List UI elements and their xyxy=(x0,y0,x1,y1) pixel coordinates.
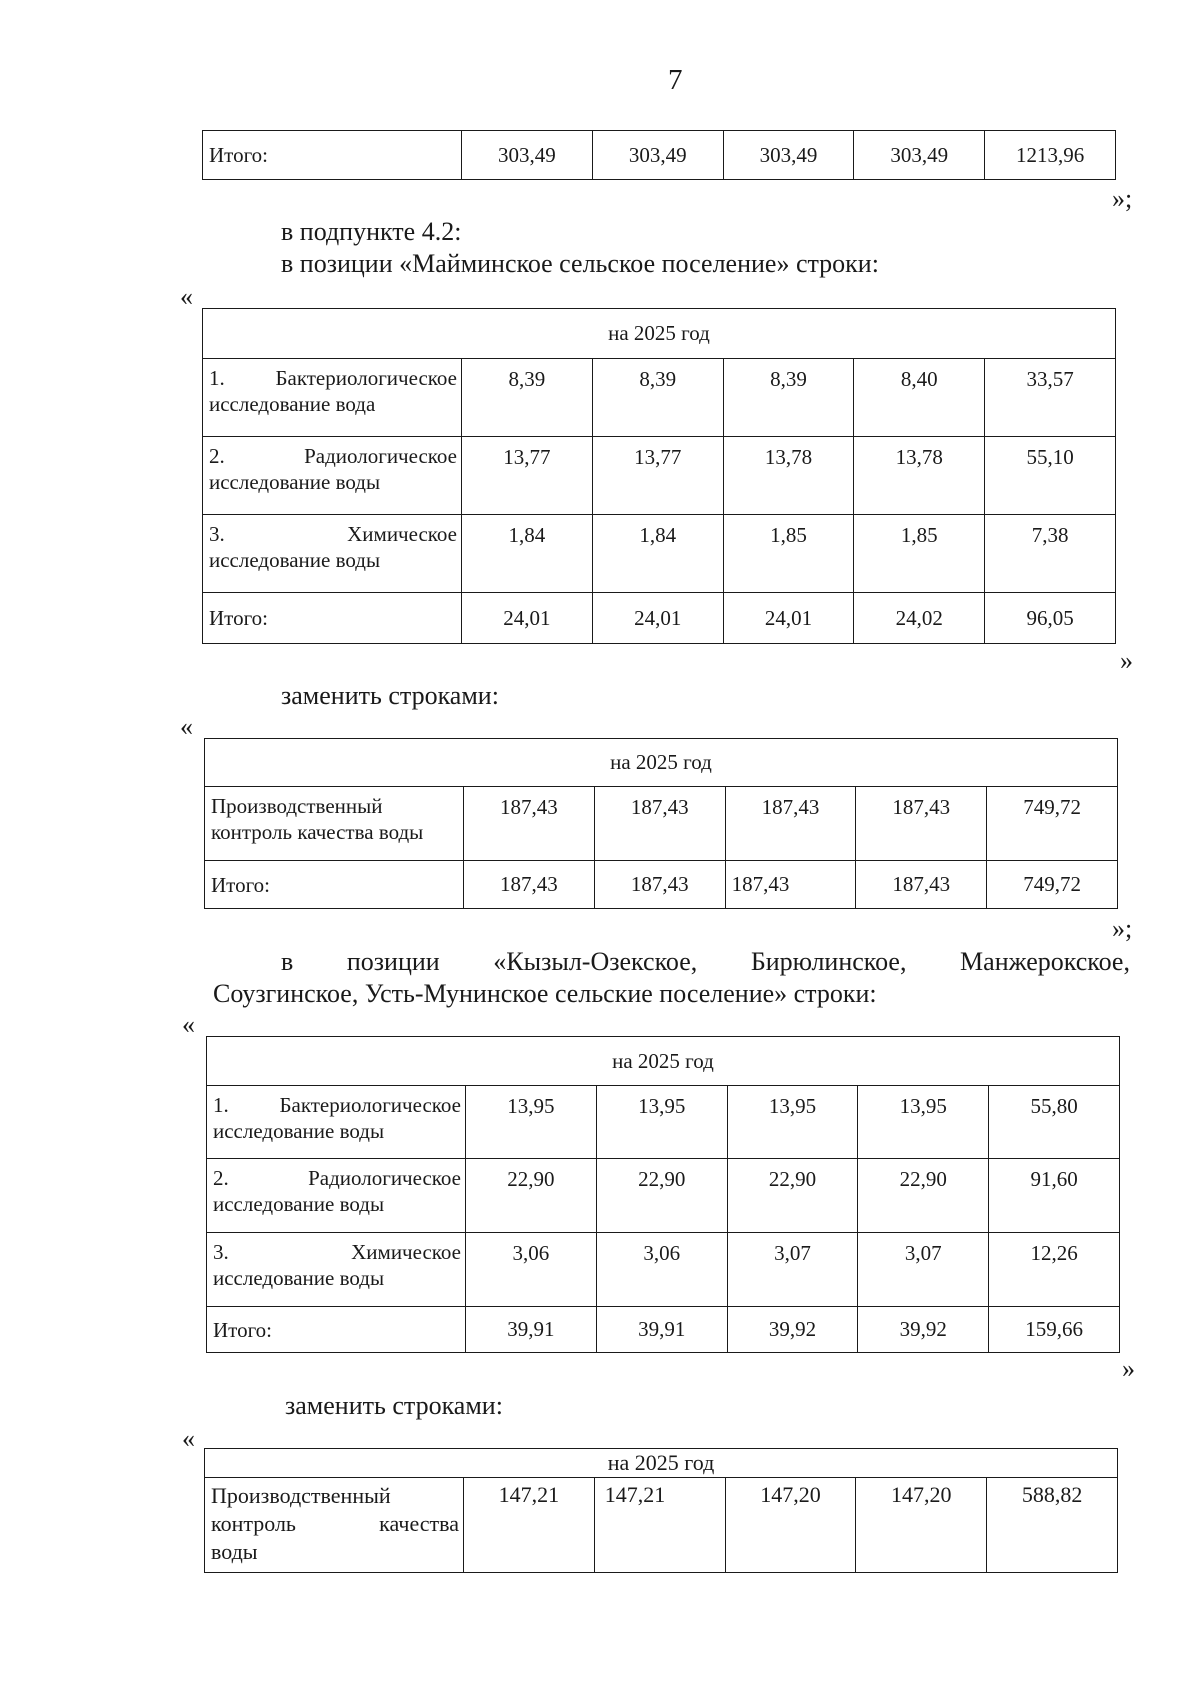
total-row-table xyxy=(202,130,1116,180)
value-cell: 1,85 xyxy=(854,515,985,593)
close-quote: »; xyxy=(1112,184,1133,213)
value-cell: 33,57 xyxy=(985,359,1116,437)
replace-text: заменить строками: xyxy=(281,681,499,710)
value-cell: 147,20 xyxy=(856,1478,987,1573)
open-quote: « xyxy=(182,1424,195,1453)
value-cell: 303,49 xyxy=(723,131,854,180)
open-quote: « xyxy=(180,282,193,311)
value-cell: 3,07 xyxy=(858,1233,989,1307)
value-cell: 187,43 xyxy=(464,787,595,861)
page-number: 7 xyxy=(668,64,683,96)
value-cell: 7,38 xyxy=(985,515,1116,593)
value-cell: 187,43 xyxy=(725,861,856,909)
position2-line-2: Соузгинское, Усть-Мунинское сельские поселение» строки: xyxy=(213,979,877,1008)
value-cell: 187,43 xyxy=(856,787,987,861)
value-cell: 303,49 xyxy=(462,131,593,180)
intro-line-2: в позиции «Майминское сельское поселение» строки: xyxy=(281,249,879,278)
value-cell: 8,39 xyxy=(592,359,723,437)
table-row xyxy=(207,1159,1120,1233)
value-cell: 13,77 xyxy=(462,437,593,515)
table-kyzyl-ozek-new xyxy=(204,1448,1118,1573)
row-label: 1. Бактериологическое исследование вода xyxy=(203,359,462,437)
table-maiminskoe-old xyxy=(202,308,1116,644)
row-label: Производственный контроль качества воды xyxy=(205,1478,464,1573)
value-cell: 187,43 xyxy=(594,861,725,909)
total-row xyxy=(203,593,1116,644)
close-quote: » xyxy=(1120,646,1133,675)
value-cell: 22,90 xyxy=(596,1159,727,1233)
value-cell: 187,43 xyxy=(856,861,987,909)
value-cell: 24,01 xyxy=(592,593,723,644)
value-cell: 24,02 xyxy=(854,593,985,644)
table-header: на 2025 год xyxy=(205,739,1118,787)
value-cell: 13,78 xyxy=(723,437,854,515)
total-label: Итого: xyxy=(207,1307,466,1353)
value-cell: 187,43 xyxy=(725,787,856,861)
value-cell: 13,77 xyxy=(592,437,723,515)
table-maiminskoe-new xyxy=(204,738,1118,909)
value-cell: 303,49 xyxy=(592,131,723,180)
value-cell: 22,90 xyxy=(858,1159,989,1233)
value-cell: 588,82 xyxy=(987,1478,1118,1573)
replace-text: заменить строками: xyxy=(285,1391,503,1420)
close-quote: »; xyxy=(1112,914,1133,943)
value-cell: 91,60 xyxy=(989,1159,1120,1233)
intro-line-1: в подпункте 4.2: xyxy=(281,217,462,246)
value-cell: 749,72 xyxy=(987,861,1118,909)
open-quote: « xyxy=(182,1010,195,1039)
value-cell: 147,20 xyxy=(725,1478,856,1573)
total-label: Итого: xyxy=(203,131,462,180)
value-cell: 13,95 xyxy=(727,1086,858,1159)
value-cell: 187,43 xyxy=(464,861,595,909)
value-cell: 55,80 xyxy=(989,1086,1120,1159)
value-cell: 159,66 xyxy=(989,1307,1120,1353)
value-cell: 22,90 xyxy=(727,1159,858,1233)
open-quote: « xyxy=(180,712,193,741)
table-row xyxy=(203,437,1116,515)
value-cell: 12,26 xyxy=(989,1233,1120,1307)
row-label: 3. Химическое исследование воды xyxy=(207,1233,466,1307)
value-cell: 8,39 xyxy=(462,359,593,437)
total-label: Итого: xyxy=(205,861,464,909)
table-kyzyl-ozek-old xyxy=(206,1036,1120,1353)
value-cell: 147,21 xyxy=(594,1478,725,1573)
total-row xyxy=(205,861,1118,909)
value-cell: 22,90 xyxy=(466,1159,597,1233)
value-cell: 1213,96 xyxy=(985,131,1116,180)
value-cell: 3,07 xyxy=(727,1233,858,1307)
value-cell: 187,43 xyxy=(594,787,725,861)
table-row xyxy=(207,1086,1120,1159)
value-cell: 8,40 xyxy=(854,359,985,437)
row-label: Производственный контроль качества воды xyxy=(205,787,464,861)
row-label: 2. Радиологическое исследование воды xyxy=(207,1159,466,1233)
value-cell: 39,92 xyxy=(727,1307,858,1353)
value-cell: 39,92 xyxy=(858,1307,989,1353)
value-cell: 55,10 xyxy=(985,437,1116,515)
row-label: 3. Химическое исследование воды xyxy=(203,515,462,593)
value-cell: 1,84 xyxy=(462,515,593,593)
value-cell: 39,91 xyxy=(596,1307,727,1353)
value-cell: 13,95 xyxy=(466,1086,597,1159)
table-row xyxy=(205,1478,1118,1573)
value-cell: 8,39 xyxy=(723,359,854,437)
value-cell: 749,72 xyxy=(987,787,1118,861)
value-cell: 1,85 xyxy=(723,515,854,593)
value-cell: 3,06 xyxy=(596,1233,727,1307)
table-row xyxy=(205,787,1118,861)
table-header: на 2025 год xyxy=(205,1449,1118,1478)
table-row xyxy=(203,359,1116,437)
table-row xyxy=(203,515,1116,593)
value-cell: 24,01 xyxy=(723,593,854,644)
position2-line-1: в позиции «Кызыл-Озекское, Бирюлинское, Манжерокское, xyxy=(281,947,1130,976)
table-header: на 2025 год xyxy=(207,1037,1120,1086)
value-cell: 147,21 xyxy=(464,1478,595,1573)
total-row xyxy=(207,1307,1120,1353)
value-cell: 96,05 xyxy=(985,593,1116,644)
value-cell: 13,95 xyxy=(858,1086,989,1159)
value-cell: 24,01 xyxy=(462,593,593,644)
value-cell: 39,91 xyxy=(466,1307,597,1353)
value-cell: 1,84 xyxy=(592,515,723,593)
row-label: 2. Радиологическое исследование воды xyxy=(203,437,462,515)
value-cell: 13,95 xyxy=(596,1086,727,1159)
table-header: на 2025 год xyxy=(203,309,1116,359)
table-row xyxy=(207,1233,1120,1307)
value-cell: 3,06 xyxy=(466,1233,597,1307)
value-cell: 13,78 xyxy=(854,437,985,515)
value-cell: 303,49 xyxy=(854,131,985,180)
close-quote: » xyxy=(1122,1354,1135,1383)
row-label: 1. Бактериологическое исследование воды xyxy=(207,1086,466,1159)
total-label: Итого: xyxy=(203,593,462,644)
